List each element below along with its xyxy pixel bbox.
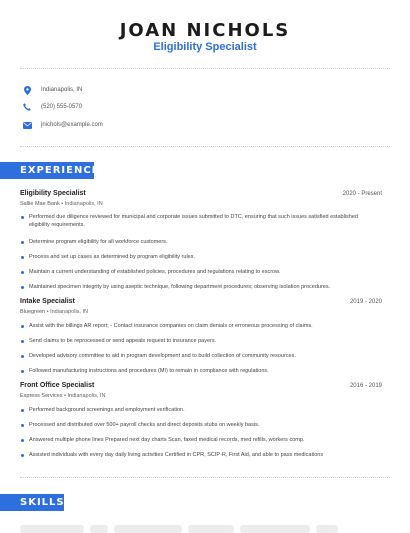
job-bullet: Process and set up cases as determined by program eligibility rules. (20, 253, 375, 261)
job-bullet: Maintain a current understanding of established policies, procedures and regulations relating to escrow. (20, 268, 375, 276)
job-location: Indianapolis, IN (50, 309, 88, 315)
location-text: Indianapolis, IN (41, 87, 83, 93)
meta-separator: • (61, 201, 65, 207)
job-bullet: Assist with the billings AR report; - Contact insurance companies on claim denials or erroneous processing of claims. (20, 322, 375, 330)
job-title: Eligibility Specialist (20, 190, 86, 197)
contact-phone (22, 101, 82, 113)
email-text[interactable]: jnichols@example.com (41, 122, 103, 128)
job-dates: 2020 - Present (342, 191, 382, 197)
job-bullet: Developed advisory committee to aid in program development and to build collection of community resources. (20, 352, 375, 360)
location-pin-icon (22, 85, 32, 95)
job-company: Express Services (20, 393, 63, 399)
candidate-name: JOAN NICHOLS (119, 20, 291, 41)
skill-pill (240, 525, 310, 533)
job-bullet: Maintained specimen integrity by using aseptic technique, following department procedures; observing isolation procedures. (20, 283, 375, 291)
job-bullet: Determine program eligibility for all workforce customers. (20, 238, 375, 246)
job-company: Sallie Mae Bank (20, 201, 60, 207)
candidate-title: Eligibility Specialist (153, 41, 257, 53)
job-bullet: Followed manufacturing instructions and procedures (MI) to remain in compliance with regulations. (20, 367, 375, 375)
skill-pill (188, 525, 234, 533)
divider (20, 146, 390, 147)
phone-text: (520) 555-0570 (41, 104, 83, 110)
job-bullet: Processed and distributed over 500+ payroll checks and direct deposits stubs on weekly basis. (20, 421, 375, 429)
skill-pill (316, 525, 338, 533)
skills-heading: SKILLS (0, 494, 64, 511)
job-bullet: Answered multiple phone lines Prepared next day charts Scan, faxed medical records, med refills, workers comp. (20, 436, 375, 444)
job-dates: 2016 - 2019 (349, 383, 382, 389)
contact-location (22, 84, 82, 96)
job-meta (20, 393, 105, 399)
meta-separator: • (64, 393, 68, 399)
skill-pill (20, 525, 84, 533)
envelope-icon (22, 120, 32, 130)
divider (20, 477, 390, 478)
meta-separator: • (46, 309, 51, 315)
skills-list (20, 525, 338, 533)
skill-pill (90, 525, 108, 533)
contact-email (22, 119, 103, 131)
skill-pill (114, 525, 182, 533)
job-dates: 2019 - 2020 (349, 299, 382, 305)
job-bullet: Assisted individuals with every day daily living activities Certified in CPR, SCIP-R, First Aid, and able to pass medications (20, 451, 375, 459)
experience-heading: EXPERIENCE (0, 162, 94, 179)
job-bullet: Send claims to be reprocessed or send appeals request to insurance payers. (20, 337, 375, 345)
job-title: Front Office Specialist (20, 382, 95, 389)
job-bullet: Performed background screenings and employment verification. (20, 406, 375, 414)
job-meta (20, 201, 103, 207)
job-location: Indianapolis, IN (67, 393, 106, 399)
job-bullet: Performed due diligence reviewed for municipal and corporate issues submitted to DTC, ensuring that such issues satisfied established eligibility requirements. (20, 213, 375, 229)
job-meta (20, 309, 88, 315)
job-company: Bluegreen (20, 309, 46, 315)
divider (20, 68, 390, 69)
phone-icon (22, 102, 32, 112)
job-location: Indianapolis, IN (64, 201, 103, 207)
job-title: Intake Specialist (20, 298, 75, 305)
